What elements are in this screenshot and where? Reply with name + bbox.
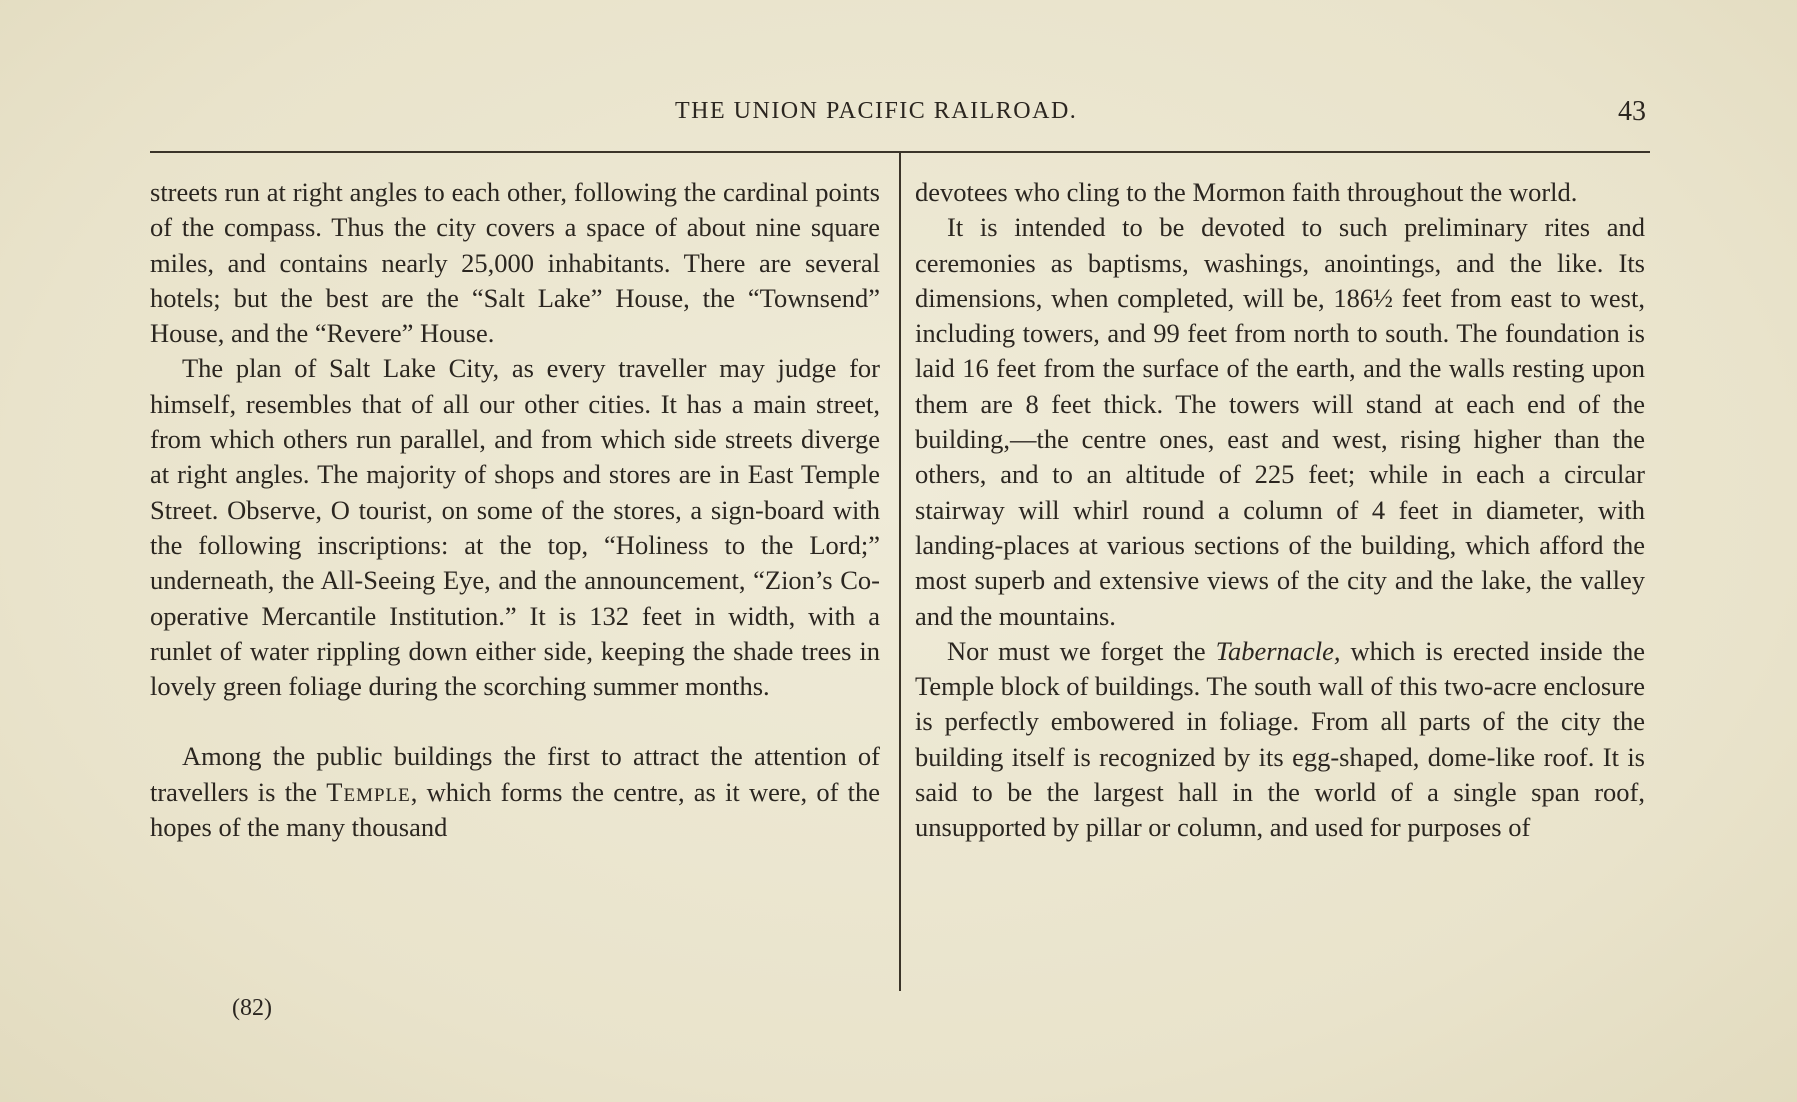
- page-number: 43: [1618, 96, 1646, 127]
- right-paragraph-1: devotees who cling to the Mormon faith throughout the world.: [915, 177, 1578, 207]
- right-paragraph-3: [915, 634, 1645, 846]
- left-paragraph-3-start: Among the public buildings the first to attract the attention of travellers is the: [150, 741, 880, 807]
- left-paragraph-3: [150, 739, 880, 845]
- right-column: [915, 175, 1645, 846]
- temple-term: Temple: [326, 776, 411, 807]
- running-title: THE UNION PACIFIC RAILROAD.: [675, 98, 1078, 124]
- left-column: [150, 175, 880, 845]
- right-paragraph-3-end: which is erected inside the Temple block of buildings. The south wall of this two-acre enclosure is perfectly embowered in foliage. From all parts of the city the building itself is recognized by its egg-shaped, dome-like roof. It is said to be the largest hall in the world of a single span roof, unsupported by pillar or column, and used for purposes of: [915, 635, 1645, 843]
- left-paragraph-1: streets run at right angles to each other, following the cardinal points of the compass. Thus the city covers a space of about nine square miles, and contains nearly 25,000 inhabitants. There are several hotels; but the best are the “Salt Lake” House, the “Townsend” House, and the “Revere” House.: [150, 177, 880, 349]
- right-paragraph-3-start: Nor must we forget the: [947, 635, 1206, 666]
- column-divider: [899, 151, 901, 991]
- left-paragraph-3-end: , which forms the centre, as it were, of the hopes of the many thousand: [150, 776, 881, 843]
- signature-mark: (82): [232, 995, 272, 1021]
- left-paragraph-2: The plan of Salt Lake City, as every traveller may judge for himself, resembles that of all our other cities. It has a main street, from which others run parallel, and from which side streets diverge at right angles. The majority of shops and stores are in East Temple Street. Observe, O tourist, on some of the stores, a sign-board with the following inscriptions: at the top, “Holiness to the Lord;” underneath, the All-Seeing Eye, and the announcement, “Zion’s Co-operative Mercantile Institution.” It is 132 feet in width, with a runlet of water rippling down either side, keeping the shade trees in lovely green foliage during the scorching summer months.: [150, 353, 880, 702]
- tabernacle-term: Tabernacle,: [1215, 635, 1341, 666]
- running-head: [0, 98, 1797, 134]
- right-paragraph-2: It is intended to be devoted to such preliminary rites and ceremonies as baptisms, washings, anointings, and the like. Its dimensions, when completed, will be, 186½ feet from east to west, including towers, and 99 feet from north to south. The foundation is laid 16 feet from the surface of the earth, and the walls resting upon them are 8 feet thick. The towers will stand at each end of the building,—the centre ones, east and west, rising higher than the others, and to an altitude of 225 feet; while in each a circular stairway will whirl round a column of 4 feet in diameter, with landing-places at various sections of the building, which afford the most superb and extensive views of the city and the lake, the valley and the mountains.: [915, 212, 1645, 631]
